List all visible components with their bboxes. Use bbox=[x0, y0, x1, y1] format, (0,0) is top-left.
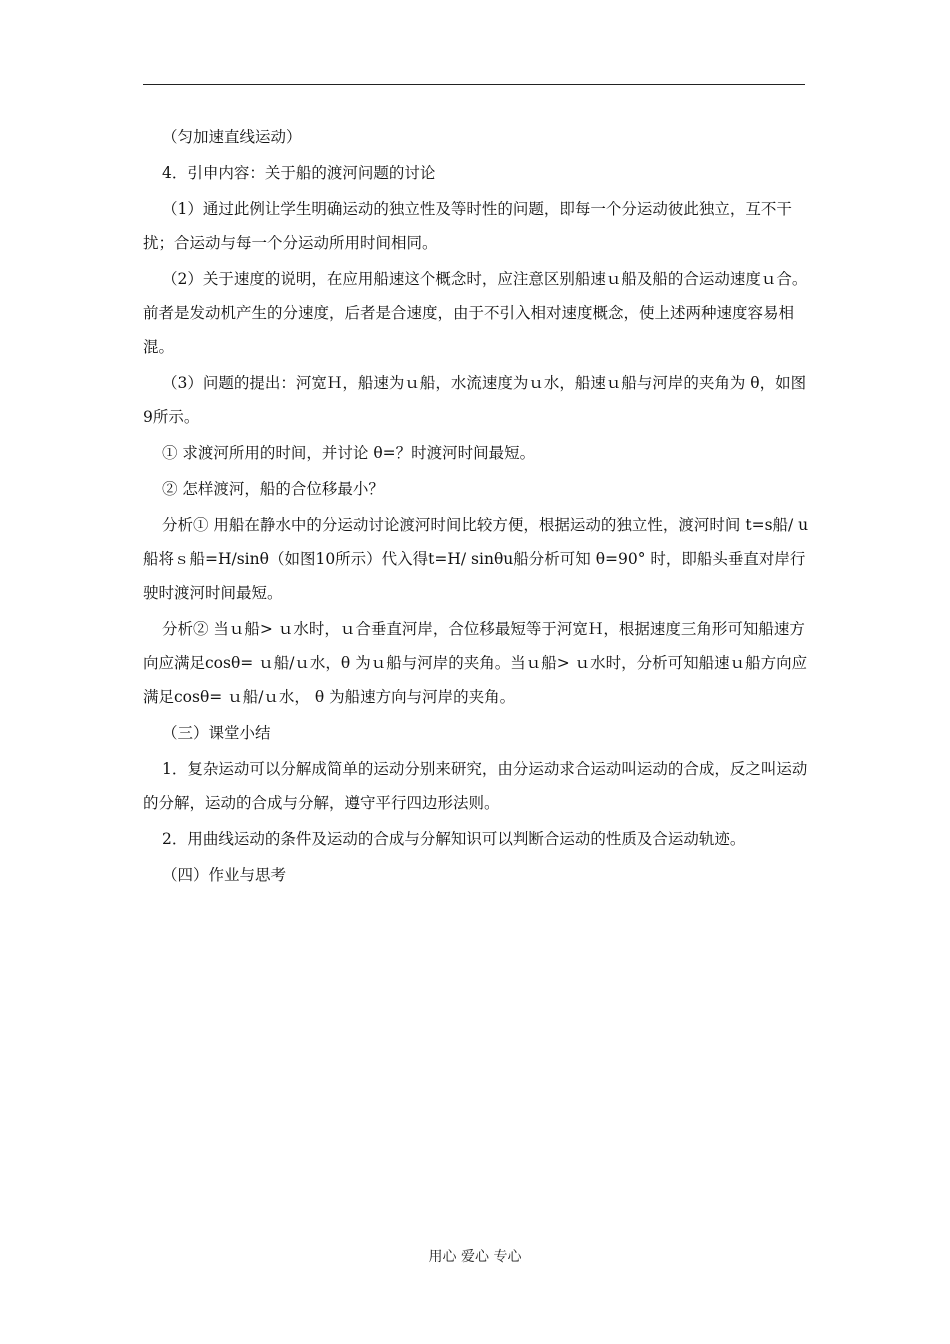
paragraph-summary-2: 2．用曲线运动的条件及运动的合成与分解知识可以判断合运动的性质及合运动轨迹。 bbox=[162, 830, 746, 848]
paragraph-summary-1: 1．复杂运动可以分解成简单的运动分别来研究，由分运动求合运动叫运动的合成，反之叫运动的分解，运动的合成与分解，遵守平行四边形法则。 bbox=[143, 760, 808, 812]
document-body bbox=[143, 120, 811, 894]
paragraph-analysis-2: 分析② 当ｕ船> ｕ水时，ｕ合垂直河岸，合位移最短等于河宽Ｈ，根据速度三角形可知船速方向应满足cosθ= ｕ船/ｕ水，θ 为ｕ船与河岸的夹角。当ｕ船> ｕ水时，分析可知船速ｕ船方向应满足cosθ= ｕ船/ｕ水， θ 为船速方向与河岸的夹角。 bbox=[143, 620, 808, 706]
paragraph-question-1: ① 求渡河所用的时间，并讨论 θ=？时渡河时间最短。 bbox=[162, 444, 536, 462]
page-footer: 用心 爱心 专心 bbox=[428, 1249, 522, 1265]
paragraph-point-3: （3）问题的提出：河宽Ｈ，船速为ｕ船，水流速度为ｕ水，船速ｕ船与河岸的夹角为 θ，如图9所示。 bbox=[143, 374, 807, 426]
paragraph-heading-uniform-acceleration: （匀加速直线运动） bbox=[162, 128, 302, 146]
header-rule bbox=[143, 84, 805, 85]
paragraph-section-4-title: 4．引申内容：关于船的渡河问题的讨论 bbox=[162, 164, 436, 182]
paragraph-point-2: （2）关于速度的说明，在应用船速这个概念时，应注意区别船速ｕ船及船的合运动速度ｕ合。前者是发动机产生的分速度，后者是合速度，由于不引入相对速度概念，使上述两种速度容易相混。 bbox=[143, 270, 808, 356]
paragraph-point-1: （1）通过此例让学生明确运动的独立性及等时性的问题，即每一个分运动彼此独立，互不干扰；合运动与每一个分运动所用时间相同。 bbox=[143, 200, 792, 252]
paragraph-analysis-1: 分析① 用船在静水中的分运动讨论渡河时间比较方便，根据运动的独立性，渡河时间 t=s船/ u船将ｓ船=H/sinθ（如图10所示）代入得t=H/ sinθu船分析可知 θ=90° 时，即船头垂直对岸行驶时渡河时间最短。 bbox=[143, 516, 809, 602]
paragraph-homework-heading: （四）作业与思考 bbox=[162, 866, 287, 884]
paragraph-question-2: ② 怎样渡河，船的合位移最小？ bbox=[162, 480, 384, 498]
paragraph-summary-heading: （三）课堂小结 bbox=[162, 724, 271, 742]
